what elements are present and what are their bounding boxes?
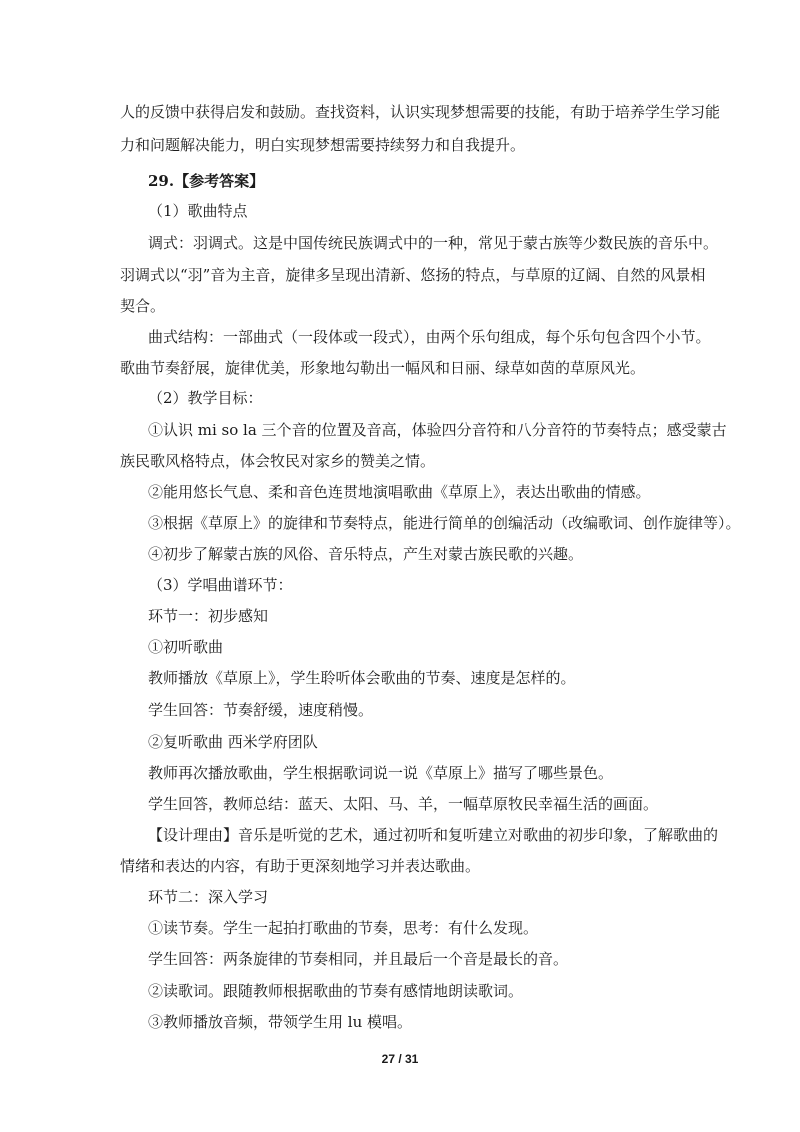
page-number: 27 / 31 [381, 1052, 419, 1066]
list-item: ①认识 mi so la 三个音的位置及音高，体验四分音符和八分音符的节奏特点；感受蒙古 [148, 421, 727, 439]
text-line: 契合。 [120, 297, 166, 315]
text-line: 曲式结构：一部曲式（一段体或一段式），由两个乐句组成，每个乐句包含四个小节。 [148, 328, 711, 346]
text-line: 【设计理由】音乐是听觉的艺术，通过初听和复听建立对歌曲的初步印象，了解歌曲的 [148, 826, 719, 844]
step-heading: 环节二：深入学习 [148, 888, 269, 906]
list-item: ②读歌词。跟随教师根据歌曲的节奏有感情地朗读歌词。 [148, 982, 524, 1000]
text-line: 力和问题解决能力，明白实现梦想需要持续努力和自我提升。 [120, 136, 526, 154]
list-item: ②复听歌曲 西米学府团队 [148, 733, 318, 751]
list-item: ①初听歌曲 [148, 638, 224, 656]
text-line: 羽调式以“羽”音为主音，旋律多呈现出清新、悠扬的特点，与草原的辽阔、自然的风景相 [120, 266, 706, 284]
section-heading: （2）教学目标： [148, 389, 263, 407]
list-item: ③根据《草原上》的旋律和节奏特点，能进行简单的创编活动（改编歌词、创作旋律等）。 [148, 514, 741, 532]
text-line: 人的反馈中获得启发和鼓励。查找资料，认识实现梦想需要的技能，有助于培养学生学习能 [120, 103, 721, 121]
list-item: ②能用悠长气息、柔和音色连贯地演唱歌曲《草原上》，表达出歌曲的情感。 [148, 483, 651, 501]
answer-heading: 29.【参考答案】 [148, 172, 265, 190]
text-line: 学生回答：节奏舒缓，速度稍慢。 [148, 701, 374, 719]
text-line: 学生回答，教师总结：蓝天、太阳、马、羊，一幅草原牧民幸福生活的画面。 [148, 795, 659, 813]
text-line: 学生回答：两条旋律的节奏相同，并且最后一个音是最长的音。 [148, 950, 569, 968]
text-line: 调式：羽调式。这是中国传统民族调式中的一种，常见于蒙古族等少数民族的音乐中。 [148, 234, 719, 252]
text-line: 教师播放《草原上》，学生聆听体会歌曲的节奏、速度是怎样的。 [148, 669, 576, 687]
text-line: 教师再次播放歌曲，学生根据歌词说一说《草原上》描写了哪些景色。 [148, 764, 614, 782]
list-item: ①读节奏。学生一起拍打歌曲的节奏，思考：有什么发现。 [148, 919, 539, 937]
section-heading: （3）学唱曲谱环节： [148, 576, 293, 594]
text-line: 情绪和表达的内容，有助于更深刻地学习并表达歌曲。 [120, 857, 481, 875]
step-heading: 环节一：初步感知 [148, 607, 269, 625]
text-line: 歌曲节奏舒展，旋律优美，形象地勾勒出一幅风和日丽、绿草如茵的草原风光。 [120, 359, 646, 377]
list-item: ③教师播放音频，带领学生用 lu 模唱。 [148, 1013, 412, 1031]
list-item: ④初步了解蒙古族的风俗、音乐特点，产生对蒙古族民歌的兴趣。 [148, 545, 584, 563]
text-line: 族民歌风格特点，体会牧民对家乡的赞美之情。 [120, 452, 436, 470]
section-heading: （1）歌曲特点 [148, 202, 248, 220]
